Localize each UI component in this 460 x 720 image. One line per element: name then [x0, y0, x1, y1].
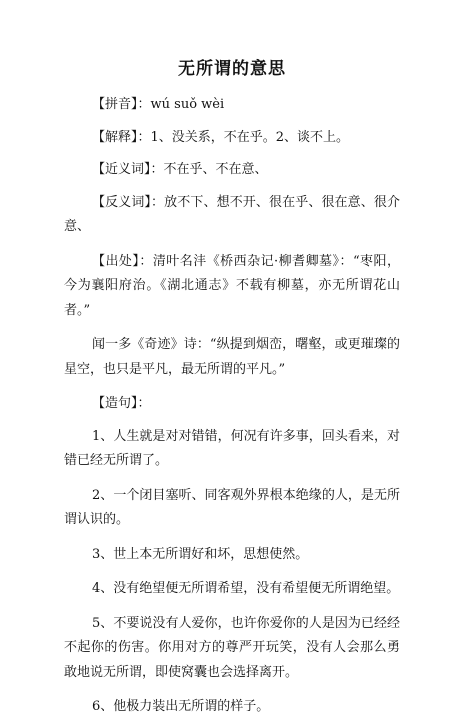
entry-label: 【出处】 — [92, 253, 140, 269]
entry-text: ：放不下、想不开、很在乎、很在意、很介意、 — [64, 194, 400, 234]
entry-antonyms — [64, 191, 400, 240]
example-sentence: 1、人生就是对对错错，何况有许多事，回头看来，对错已经无所谓了。 — [64, 428, 400, 468]
entry-text: ：1、没关系，不在乎。2、谈不上。 — [137, 129, 350, 145]
entry-pinyin — [64, 93, 400, 118]
example-sentence: 5、不要说没有人爱你，也许你爱你的人是因为已经经不起你的伤害。你用对方的尊严开玩笑，没有人会那么勇敢地说无所谓，即使窝囊也会选择离开。 — [64, 615, 400, 680]
entry-source — [64, 250, 400, 324]
source-quote: 闻一多《奇迹》诗：“纵提到烟峦，曙壑，或更璀璨的星空，也只是平凡，最无所谓的平凡。” — [64, 337, 400, 377]
entry-text: ：wú suǒ wèi — [137, 97, 225, 112]
entry-text: ：不在乎、不在意、 — [150, 162, 268, 177]
entry-example-sentences — [64, 392, 400, 417]
example-sentence: 4、没有绝望便无所谓希望，没有希望便无所谓绝望。 — [92, 581, 400, 596]
entry-label: 【解释】 — [92, 129, 138, 145]
entry-synonyms — [64, 158, 400, 183]
example-sentence: 3、世上本无所谓好和坏，思想使然。 — [92, 546, 309, 562]
entry-label: 【近义词】 — [92, 162, 151, 177]
entry-text: ：清叶名沣《桥西杂记·柳耆卿墓》：“枣阳，今为襄阳府治。《湖北通志》不载有柳墓，亦无所谓花山者。” — [64, 253, 400, 318]
entry-label: 【反义词】 — [92, 194, 152, 210]
entry-label: 【造句】 — [92, 396, 138, 411]
example-sentence: 2、一个闭目塞听、同客观外界根本绝缘的人，是无所谓认识的。 — [64, 487, 400, 527]
example-sentence: 6、他极力装出无所谓的样子。 — [92, 699, 270, 714]
entry-explanation — [64, 126, 400, 151]
entry-label: 【拼音】 — [92, 97, 138, 112]
entry-text: ： — [137, 396, 151, 411]
page-title: 无所谓的意思 — [178, 59, 286, 79]
